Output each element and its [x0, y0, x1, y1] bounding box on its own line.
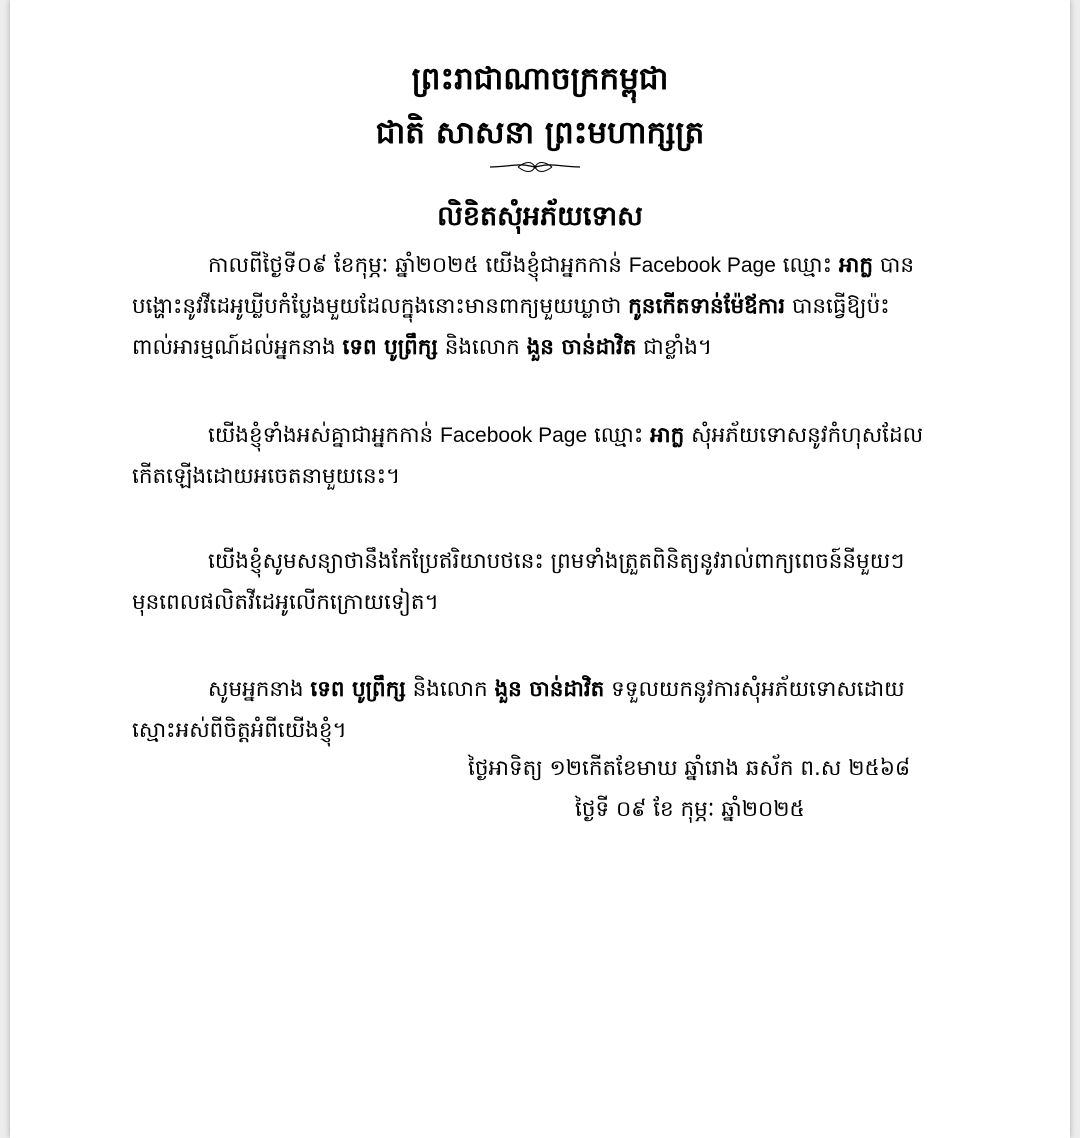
text-span: និងលោក: [437, 335, 527, 360]
offending-phrase: កូនកើតទាន់ម៉ែឪការ: [628, 294, 786, 319]
text-span: បាន: [873, 253, 914, 278]
page-name: អាក្ល: [650, 423, 685, 448]
text-span: ទទួលយកនូវការសុំអភ័យទោសដោយ: [604, 677, 905, 702]
document-page: [10, 0, 1070, 1138]
paragraph-4: [132, 669, 948, 751]
text-span: យើងខ្ញុំទាំងអស់គ្នាជាអ្នកកាន់: [208, 423, 441, 448]
text-span: បង្ហោះនូវវីដេអូឃ្លីបកំប្លែងមួយដែលក្នុងនោះមានពាក្យមួយឃ្លាថា: [132, 294, 629, 319]
text-span: ឈ្មោះ: [775, 253, 839, 278]
solar-date: ថ្ងៃទី ០៩ ខែ កុម្ភៈ ឆ្នាំ២០២៥: [575, 797, 805, 822]
facebook-page-label: Facebook Page: [440, 424, 588, 447]
paragraph-line: [132, 541, 948, 582]
paragraph-3: [132, 541, 948, 623]
person-name: ងួន ចាន់ដាវិត: [494, 677, 605, 702]
text-span: សុំអភ័យទោសនូវកំហុសដែល: [684, 423, 924, 448]
paragraph-line: កើតឡើងដោយអចេតនាមួយនេះ។: [132, 464, 401, 489]
document-title: លិខិតសុំអភ័យទោស: [437, 201, 643, 232]
lunar-date: ថ្ងៃអាទិត្យ ១២កើតខែមាឃ ឆ្នាំរោង ឆស័ក ព.ស ២៥៦៨: [468, 756, 911, 781]
kingdom-heading: ព្រះរាជាណាចក្រកម្ពុជា: [411, 61, 669, 97]
text-span: ជាខ្លាំង។: [636, 335, 713, 360]
text-span: និងលោក: [405, 677, 495, 702]
text-span: យើងខ្ញុំសូមសន្យាថានឹងកែប្រែឥរិយាបថនេះ ព្រមទាំងត្រួតពិនិត្យនូវរាល់ពាក្យពេចន៍នីមួយៗ: [208, 549, 905, 574]
national-motto: ជាតិ សាសនា ព្រះមហាក្សត្រ: [375, 115, 705, 151]
paragraph-line: [132, 415, 948, 456]
paragraph-line: [132, 669, 948, 710]
text-span: បានធ្វើឱ្យប៉ះ: [785, 294, 890, 319]
paragraph-line: មុនពេលផលិតវីដេអូលើកក្រោយទៀត។: [132, 590, 439, 615]
text-span: កាលពីថ្ងៃទី០៩ ខែកុម្ភៈ ឆ្នាំ២០២៥ យើងខ្ញុំជាអ្នកកាន់: [208, 253, 629, 278]
paragraph-line: [132, 327, 948, 368]
paragraph-2: [132, 415, 948, 497]
person-name: ទេព បូព្រឹក្ស: [310, 677, 406, 702]
paragraph-1: [132, 245, 948, 368]
text-span: សូមអ្នកនាង: [208, 677, 311, 702]
person-name: ទេព បូព្រឹក្ស: [342, 335, 438, 360]
paragraph-line: ស្មោះអស់ពីចិត្តអំពីយើងខ្ញុំ។: [132, 718, 347, 743]
page-name: អាក្ល: [838, 253, 874, 278]
decorative-divider-icon: [488, 158, 582, 176]
paragraph-line: [132, 245, 948, 286]
text-span: ពាល់អារម្មណ៍ដល់អ្នកនាង: [132, 335, 343, 360]
text-span: ឈ្មោះ: [587, 423, 651, 448]
person-name: ងួន ចាន់ដាវិត: [526, 335, 637, 360]
paragraph-line: [132, 286, 948, 327]
facebook-page-label: Facebook Page: [628, 254, 776, 277]
